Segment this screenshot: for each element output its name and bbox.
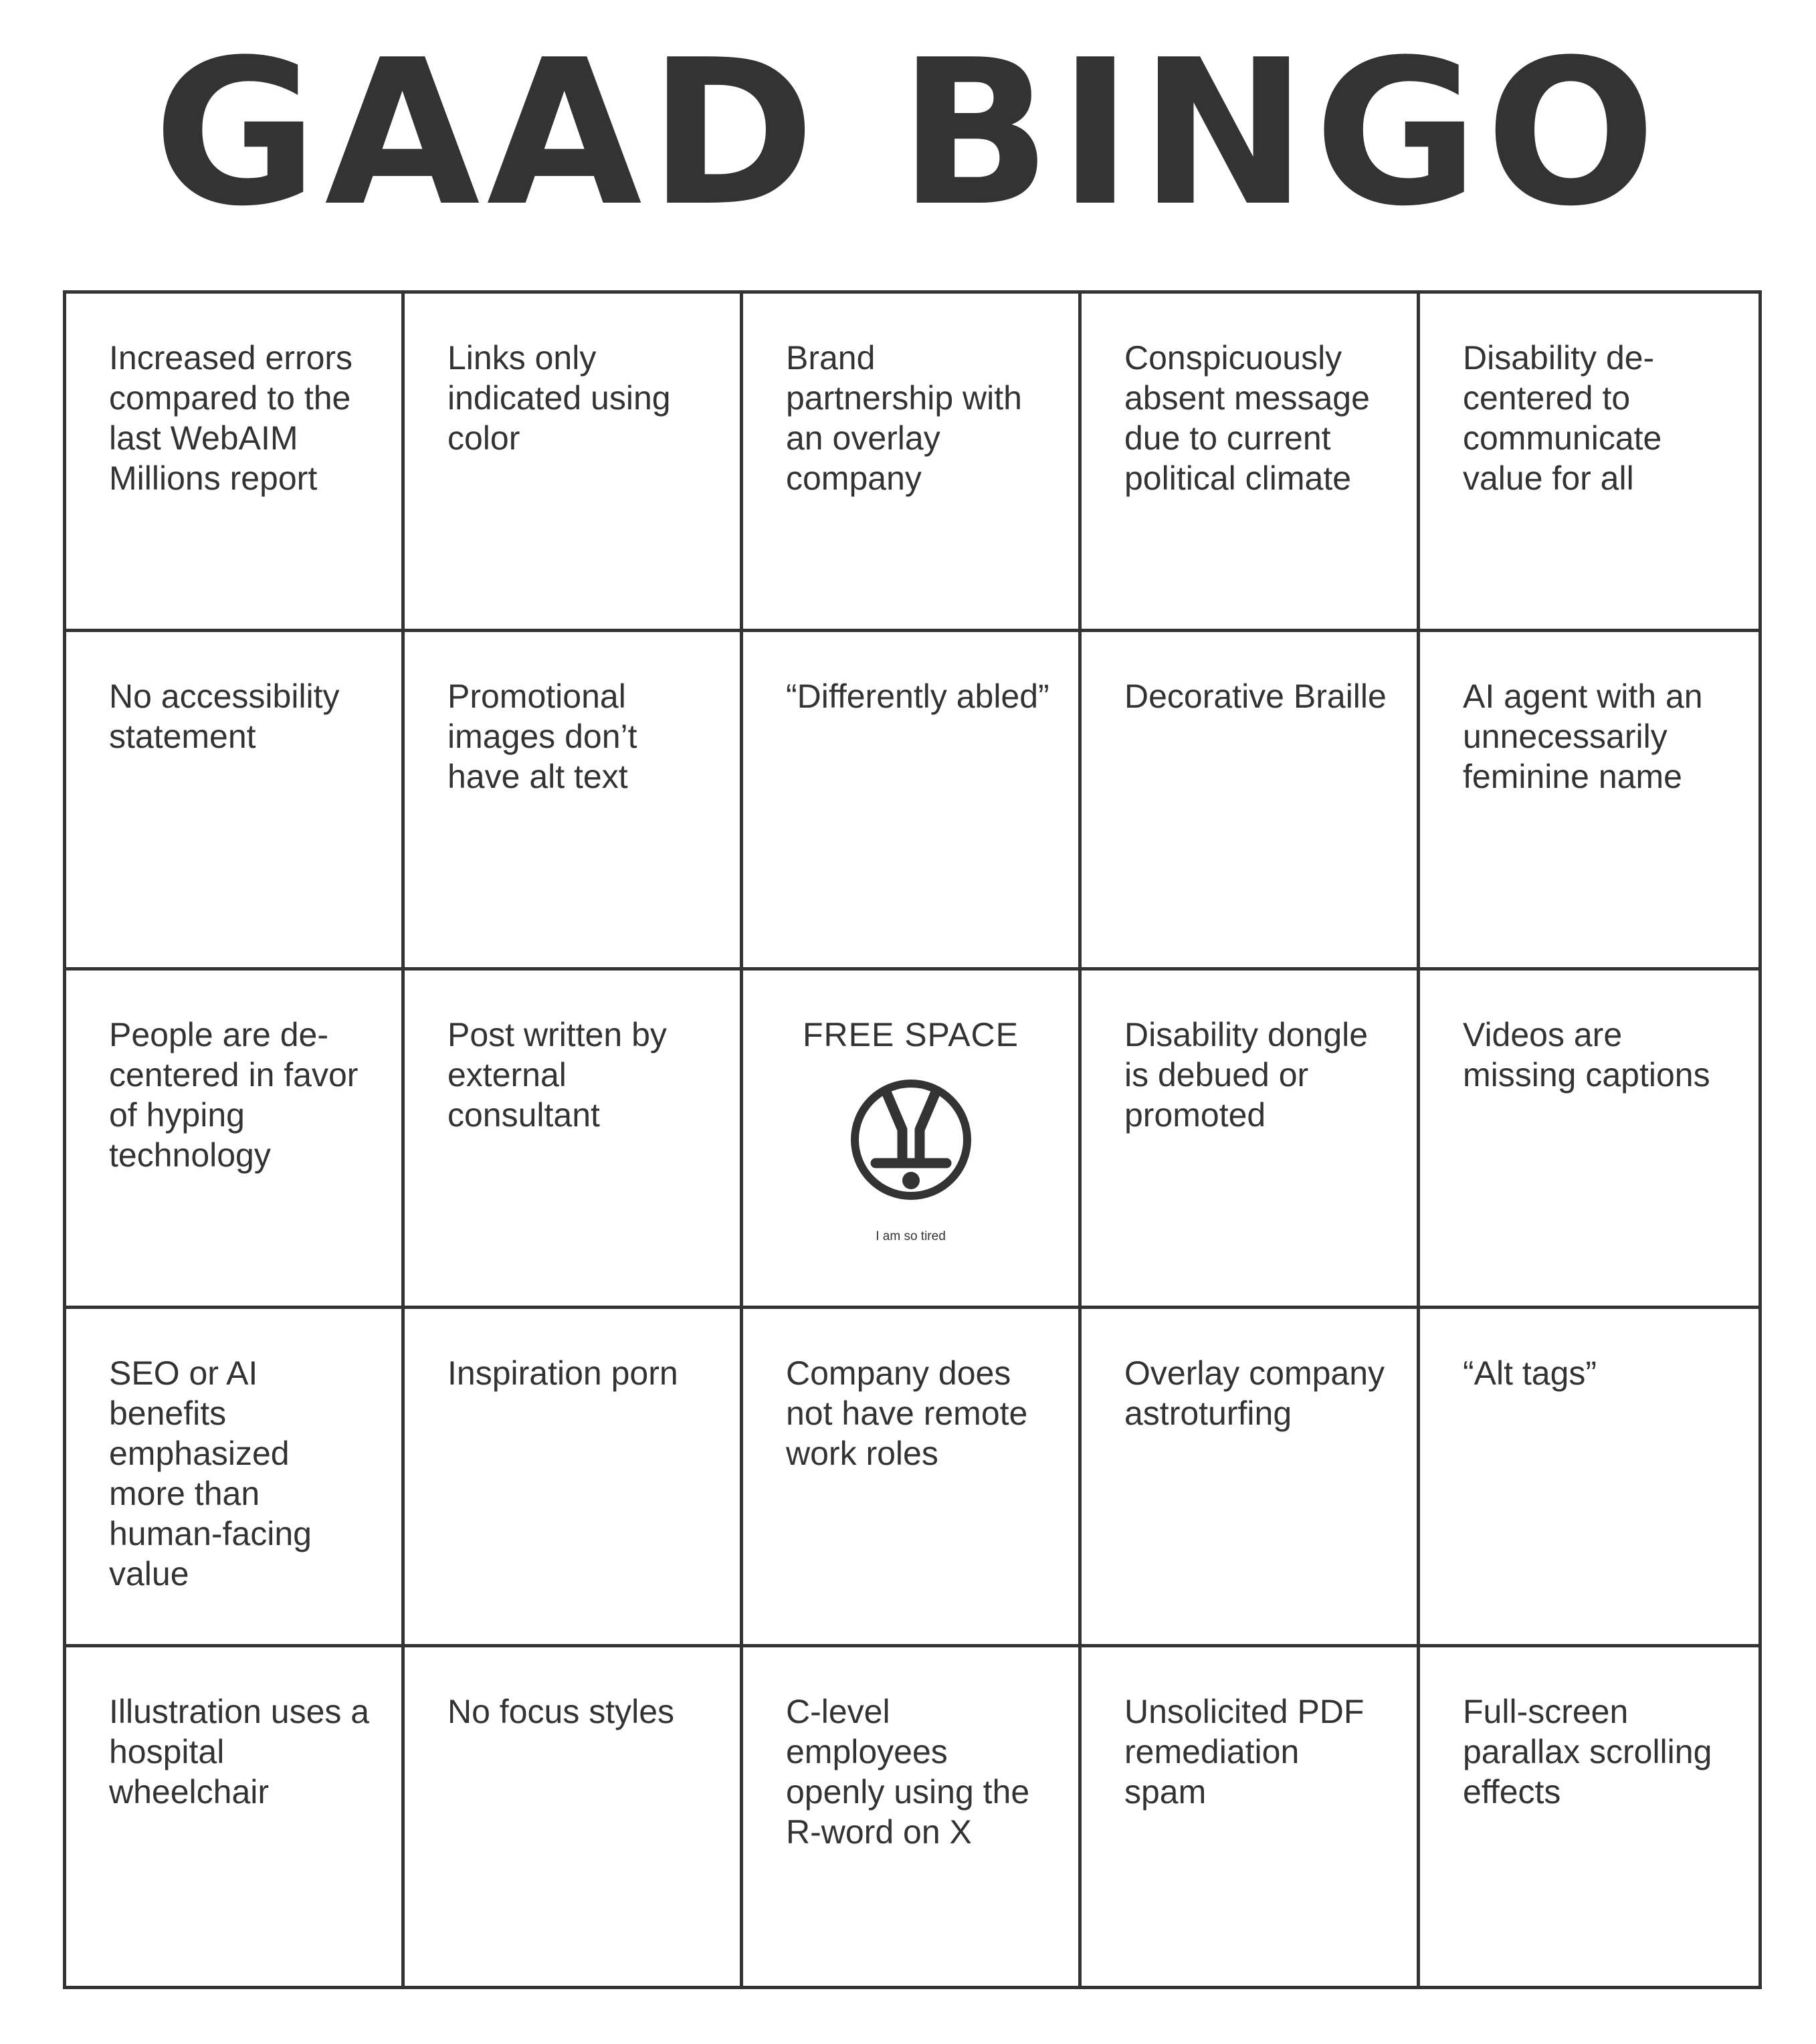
bingo-cell[interactable]: No accessibility statement bbox=[66, 632, 405, 970]
bingo-cell[interactable]: Company does not have remote work roles bbox=[743, 1309, 1082, 1647]
bingo-cell[interactable]: Post written by external consultant bbox=[405, 970, 743, 1309]
bingo-cell[interactable]: Brand partnership with an overlay company bbox=[743, 294, 1082, 632]
bingo-cell[interactable]: Inspiration porn bbox=[405, 1309, 743, 1647]
bingo-cell[interactable]: Disability dongle is debued or promoted bbox=[1082, 970, 1420, 1309]
free-space-caption: I am so tired bbox=[876, 1229, 946, 1243]
bingo-cell[interactable]: Promotional images don’t have alt text bbox=[405, 632, 743, 970]
bingo-cell[interactable]: No focus styles bbox=[405, 1647, 743, 1986]
bingo-cell[interactable]: Links only indicated using color bbox=[405, 294, 743, 632]
bingo-cell[interactable]: People are de-centered in favor of hyping technology bbox=[66, 970, 405, 1309]
bingo-cell[interactable]: Increased errors compared to the last WebAIM Millions report bbox=[66, 294, 405, 632]
upside-down-person-icon bbox=[849, 1078, 973, 1202]
bingo-cell[interactable]: Disability de-centered to communicate value for all bbox=[1420, 294, 1758, 632]
bingo-cell[interactable]: SEO or AI benefits emphasized more than human-facing value bbox=[66, 1309, 405, 1647]
bingo-cell[interactable]: AI agent with an unnecessarily feminine name bbox=[1420, 632, 1758, 970]
bingo-board bbox=[63, 290, 1762, 1989]
free-space-cell[interactable] bbox=[743, 970, 1082, 1309]
bingo-cell[interactable]: Illustration uses a hospital wheelchair bbox=[66, 1647, 405, 1986]
bingo-cell[interactable]: Decorative Braille bbox=[1082, 632, 1420, 970]
bingo-cell[interactable]: Full-screen parallax scrolling effects bbox=[1463, 1693, 1712, 1811]
bingo-cell[interactable]: Overlay company astroturfing bbox=[1082, 1309, 1420, 1647]
bingo-cell[interactable]: “Differently abled” bbox=[743, 632, 1082, 970]
bingo-cell[interactable]: C-level employees openly using the R-word on X bbox=[743, 1647, 1082, 1986]
free-space-label: FREE SPACE bbox=[802, 1016, 1019, 1053]
bingo-cell[interactable]: Unsolicited PDF remediation spam bbox=[1082, 1647, 1420, 1986]
page-title: GAAD BINGO bbox=[153, 17, 1663, 250]
bingo-cell[interactable]: “Alt tags” bbox=[1420, 1309, 1758, 1647]
bingo-cell[interactable]: Conspicuously absent message due to current political climate bbox=[1082, 294, 1420, 632]
bingo-cell[interactable]: Videos are missing captions bbox=[1420, 970, 1758, 1309]
